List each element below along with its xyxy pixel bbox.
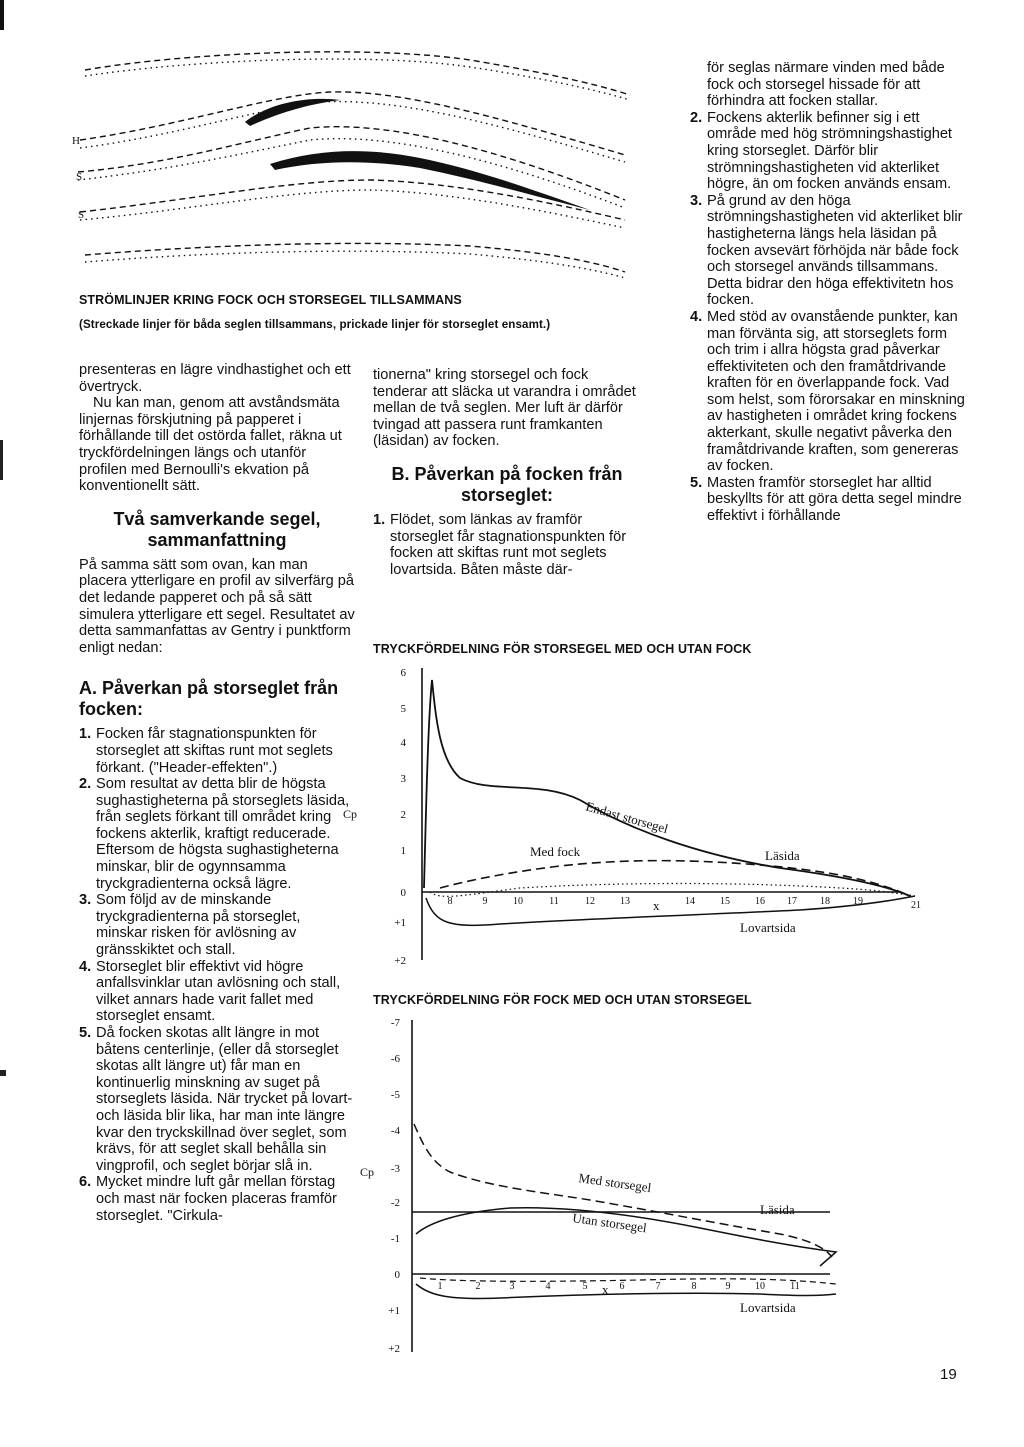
- y-tick: +2: [394, 955, 406, 967]
- streamline: [80, 180, 625, 220]
- y-tick: +2: [388, 1343, 400, 1355]
- chart2: [340, 1012, 860, 1362]
- y-tick: 0: [400, 887, 406, 899]
- page-number: 19: [940, 1366, 957, 1383]
- streamline: [80, 92, 625, 155]
- x-tick: 9: [482, 896, 488, 907]
- y-tick: -5: [390, 1089, 400, 1101]
- list-item: 2. Fockens akterlik befinner sig i ett område med hög strömningshastighet kring storseglet. Därför blir strömningshastigheten vid akterliket högre, än om focken används ensam.: [690, 109, 952, 193]
- y-tick: -3: [390, 1163, 400, 1175]
- series-lovartsida-alt: [430, 884, 915, 897]
- label-lasida: Läsida: [765, 848, 800, 863]
- streamline: [85, 59, 630, 100]
- y-tick: 1: [400, 845, 406, 857]
- x-tick: 19: [853, 896, 863, 907]
- section-heading-b: B. Påverkan på focken från storseglet:: [391, 463, 623, 505]
- chart1-yticks: [394, 667, 406, 967]
- x-tick: 18: [820, 896, 830, 907]
- x-tick: 7: [655, 1281, 661, 1292]
- chart1-xticks: [448, 896, 922, 911]
- label-med-fock: Med fock: [530, 844, 581, 859]
- scan-edge-mark: [0, 1070, 6, 1076]
- paragraph: tionerna" kring storsegel och fock tenderar att släcka ut varandra i området mellan de två seglen. Mer luft är därför tvingad att passera runt framkanten (läsidan) av focken.: [373, 367, 636, 450]
- x-tick: 5: [582, 1281, 588, 1292]
- list-item: 5. Masten framför storseglet har alltid beskyllts för att göra detta segel mindre effektivt i förhållande: [690, 474, 962, 525]
- figure-caption-title: STRÖMLINJER KRING FOCK OCH STORSEGEL TILLSAMMANS: [79, 293, 462, 307]
- x-tick: 16: [755, 896, 765, 907]
- x-tick: 11: [549, 896, 559, 907]
- x-tick: 1: [437, 1281, 443, 1292]
- chart2-ylabel: Cp: [360, 1165, 375, 1179]
- list-a: [79, 726, 358, 1224]
- chart2-xticks: [438, 1281, 800, 1292]
- list-item: 2. Som resultat av detta blir de högsta sughastigheterna på storseglets läsida, från seglets förkant till området kring fockens akterlik, kraftigt reducerade. Eftersom de högsta sughastigheterna minskar, blir de ogynnsamma tryckgradienterna också lägre.: [79, 776, 350, 892]
- column-2: [373, 367, 641, 578]
- list-item: 1. Flödet, som länkas av framför storseglet får stagnationspunkten för focken att skiftas runt mot seglets lovartsida. Båten måste där-: [373, 511, 627, 578]
- y-tick: 5: [400, 703, 406, 715]
- y-tick: +1: [388, 1305, 400, 1317]
- series-endast-storsegel: [424, 680, 910, 896]
- label-h: H: [72, 135, 80, 147]
- y-tick: 4: [400, 737, 406, 749]
- list-b-cont: [690, 110, 966, 525]
- list-item: 4. Storseglet blir effektivt vid högre anfallsvinklar utan avlösning och stall, vilket annars hade varit fallet med storseglet ensamt.: [79, 958, 341, 1025]
- streamline: [85, 243, 625, 272]
- paragraph: Nu kan man, genom att avståndsmäta linjernas förskjutning på papperet i förhållande till det ostörda fallet, räkna ut tryckfördelningen längs och utanför profilen med Bernoulli's ekvation på konventionellt sätt.: [79, 395, 342, 495]
- x-tick: 17: [787, 896, 797, 907]
- list-item: 4. Med stöd av ovanstående punkter, kan man förvänta sig, att storseglets form och trim i allra högsta grad påverkar effektiviteten och den framåtdrivande kraften för en överlappande fock. Vad som helst, som förorsakar en minskning av hastigheten i området kring fockens akterkant, skulle negativt påverka den framåtdrivande kraften, som genereras av focken.: [690, 308, 965, 475]
- x-tick: 14: [685, 896, 695, 907]
- list-item: 5. Då focken skotas allt längre in mot båtens centerlinje, (eller då storseglet skotas allt längre ut) får man en kontinuerlig minskning av suget på storseglets läsida. När trycket på lovart- och läsida blir lika, har man inte längre kvar den tryckskillnad över seglet, som krävs, för att seglet skall behålla sin vingprofil, och seglet börjar slå in.: [79, 1025, 353, 1174]
- label-lovartsida: Lovartsida: [740, 920, 796, 935]
- chart1-title: TRYCKFÖRDELNING FÖR STORSEGEL MED OCH UTAN FOCK: [373, 642, 752, 656]
- column-1: [79, 362, 358, 1224]
- y-tick: -7: [390, 1017, 400, 1029]
- list-item: 1. Focken får stagnationspunkten för storseglet att skiftas runt mot seglets förkant. ("Header-effekten".): [79, 726, 333, 776]
- x-tick: 21: [911, 900, 921, 911]
- x-tick: 12: [585, 896, 595, 907]
- x-tick: 8: [447, 896, 453, 907]
- paragraph: På samma sätt som ovan, kan man placera ytterligare en profil av silverfärg på det ledande papperet och på så sätt simulera ytterligare ett segel. Resultatet av detta sammanfattas av Gentry i punktform enligt nedan:: [79, 556, 355, 656]
- label-endast-storsegel: Endast storsegel: [584, 798, 670, 837]
- y-tick: 3: [400, 773, 406, 785]
- list-item: 3. Som följd av de minskande tryckgradienterna på storseglet, minskar risken för avlösning av gränsskiktet och stall.: [79, 892, 301, 959]
- x-tick: 3: [509, 1281, 515, 1292]
- y-tick: -4: [390, 1125, 400, 1137]
- chart1-xlabel: x: [653, 898, 660, 913]
- y-tick: 2: [400, 809, 406, 821]
- list-b: [373, 512, 641, 578]
- y-tick: 0: [394, 1269, 400, 1281]
- section-heading-a: A. Påverkan på storseglet från focken:: [79, 678, 339, 720]
- x-tick: 8: [691, 1281, 697, 1292]
- column-3: [690, 60, 966, 525]
- scan-edge-mark: [0, 0, 4, 30]
- chart2-yticks: [388, 1017, 400, 1355]
- x-tick: 6: [619, 1281, 625, 1292]
- label-lovartsida: Lovartsida: [740, 1300, 796, 1315]
- streamline: [78, 127, 625, 200]
- chart2-title: TRYCKFÖRDELNING FÖR FOCK MED OCH UTAN STORSEGEL: [373, 993, 752, 1007]
- y-tick: +1: [394, 917, 406, 929]
- y-tick: 6: [400, 667, 406, 679]
- x-tick: 2: [475, 1281, 481, 1292]
- y-tick: -1: [390, 1233, 400, 1245]
- section-heading: Två samverkande segel, sammanfattning: [113, 508, 321, 550]
- label-med-storsegel: Med storsegel: [577, 1170, 653, 1196]
- y-tick: -2: [390, 1197, 400, 1209]
- x-tick: 10: [755, 1281, 765, 1292]
- paragraph: presenteras en lägre vindhastighet och ett övertryck.: [79, 362, 351, 395]
- paragraph: för seglas närmare vinden med både fock och storsegel hissade för att förhindra att focken stallar.: [707, 60, 945, 110]
- list-item: 6. Mycket mindre luft går mellan förstag och mast när focken placeras framför storseglet. "Cirkula-: [79, 1174, 337, 1224]
- series-lovartsida: [426, 896, 915, 925]
- figure-caption-sub: (Streckade linjer för båda seglen tillsammans, prickade linjer för storseglet ensamt.): [79, 318, 551, 331]
- chart1: [340, 660, 940, 970]
- series-lovartsida-alt: [420, 1278, 836, 1284]
- label-utan-storsegel: Utan storsegel: [571, 1210, 648, 1236]
- streamline: [85, 251, 625, 278]
- chart2-xlabel: x: [602, 1282, 609, 1297]
- series-med-fock: [440, 861, 910, 896]
- x-tick: 13: [620, 896, 630, 907]
- label-s2: S: [78, 209, 85, 221]
- label-s1: S: [76, 171, 83, 183]
- x-tick: 10: [513, 896, 523, 907]
- scan-edge-mark: [0, 440, 3, 480]
- list-item: 3. På grund av den höga strömningshastigheten vid akterliket blir hastigheterna längs hela läsidan på focken avsevärt förhöjda när både fock och storsegel används tillsammans. Detta bidrar den höga effektivitetn hos focken.: [690, 192, 963, 309]
- streamline: [85, 52, 630, 95]
- label-lasida: Läsida: [760, 1202, 795, 1217]
- x-tick: 15: [720, 896, 730, 907]
- x-tick: 4: [545, 1281, 551, 1292]
- x-tick: 9: [725, 1281, 731, 1292]
- x-tick: 11: [790, 1281, 800, 1292]
- chart1-ylabel: Cp: [343, 807, 358, 821]
- y-tick: -6: [390, 1053, 400, 1065]
- streamline-figure: [70, 40, 640, 285]
